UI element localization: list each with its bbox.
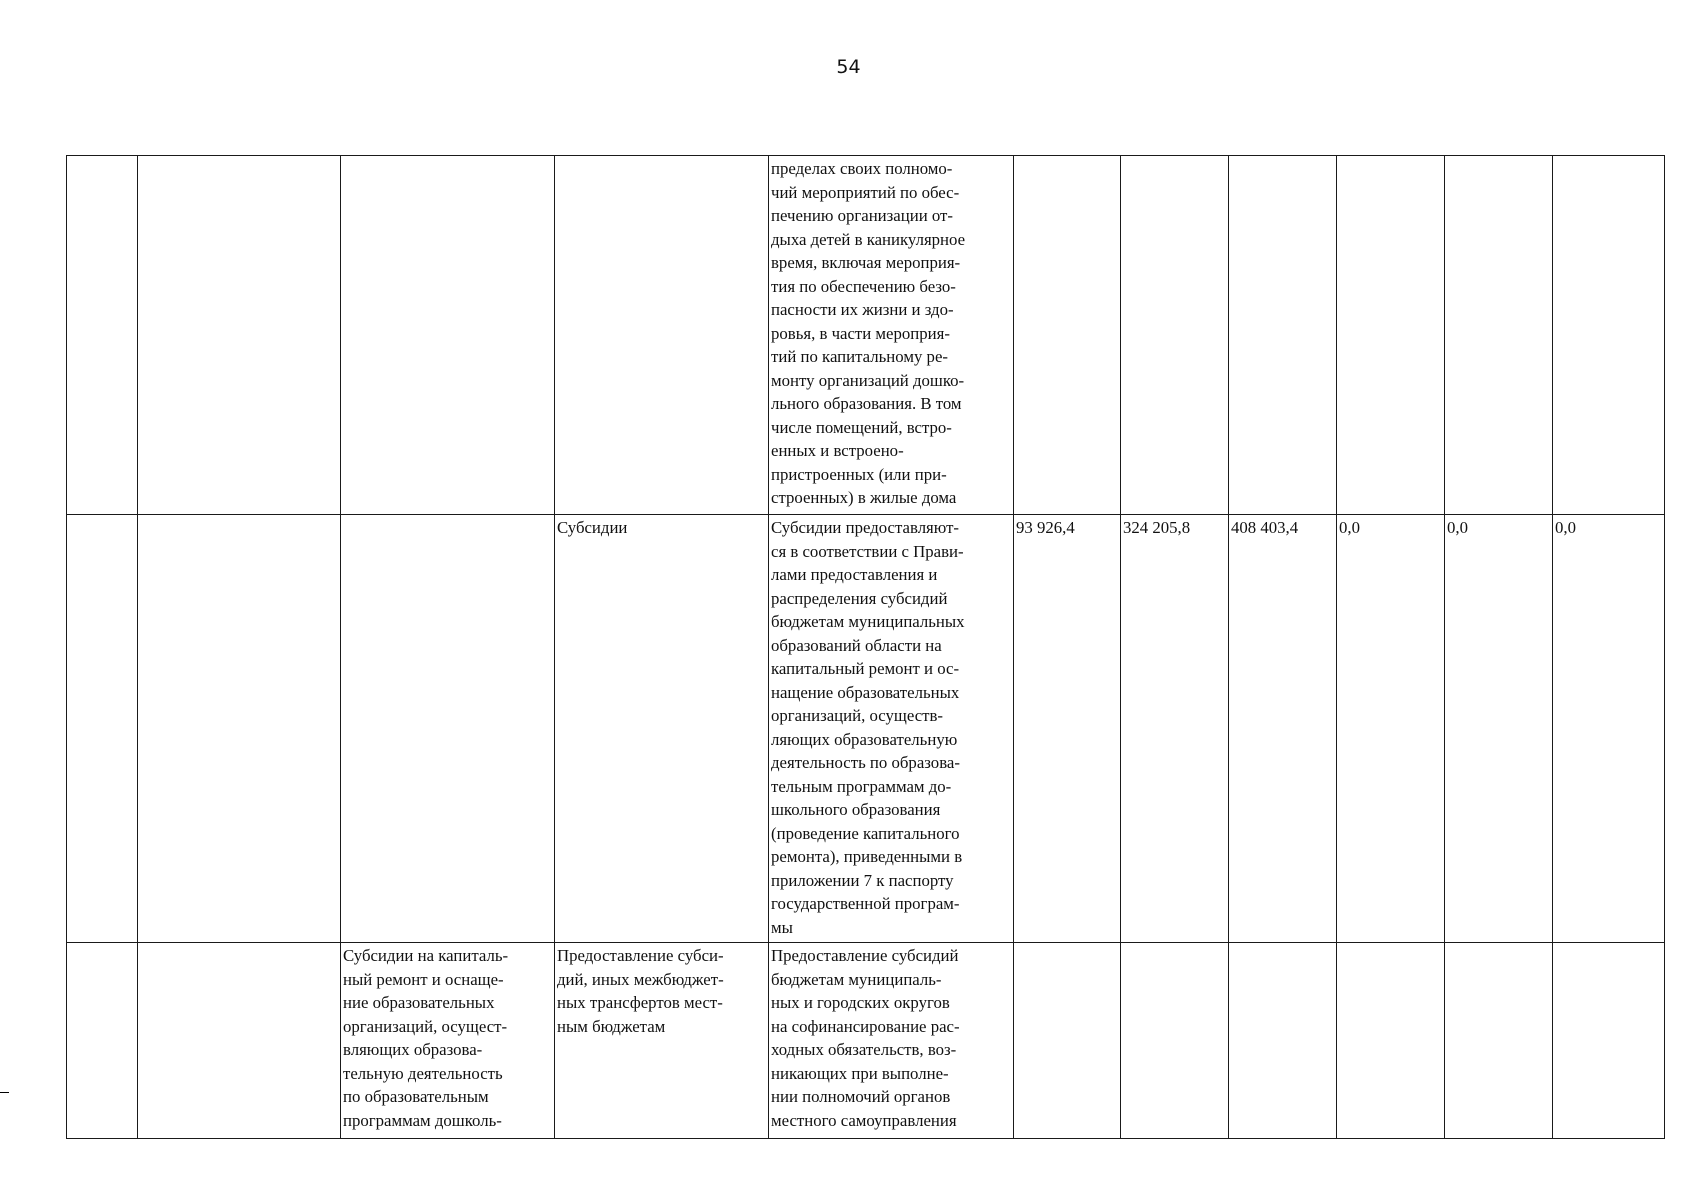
row-number-cell [67, 156, 138, 515]
amount-cell: 0,0 [1553, 515, 1665, 943]
amount-cell [1445, 943, 1553, 1139]
amount-cell: 408 403,4 [1229, 515, 1337, 943]
amount-cell [1014, 943, 1121, 1139]
description-cell: Предоставление субсидий бюджетам муниципаль- ных и городских округов на софинансирование рас- ходных обязательств, воз- никающих при выполне- нии полномочий органов местного самоуправления [769, 943, 1014, 1139]
description-cell: пределах своих полномо- чий мероприятий по обес- печению организации от- дыха детей в каникулярное время, включая мероприя- тия по обеспечению безо- пасности их жизни и здо- ровья, в части мероприя- тий по капитальному ре- монту организаций дошко- льного образования. В том числе помещений, встро- енных и встроено- пристроенных (или при- строенных) в жилые дома [769, 156, 1014, 515]
activity-cell: Субсидии на капиталь- ный ремонт и оснаще- ние образовательных организаций, осущест- вляющих образова- тельную деятельность по образовательным программам дошколь- [341, 943, 555, 1139]
table-row [67, 156, 1665, 515]
amount-cell: 93 926,4 [1014, 515, 1121, 943]
amount-cell [1014, 156, 1121, 515]
program-cell [138, 943, 341, 1139]
amount-cell: 324 205,8 [1121, 515, 1229, 943]
activity-cell [341, 156, 555, 515]
type-cell [555, 156, 769, 515]
row-number-cell [67, 515, 138, 943]
activity-cell [341, 515, 555, 943]
table-row [67, 515, 1665, 943]
page-number: 54 [836, 56, 861, 78]
amount-cell [1121, 943, 1229, 1139]
amount-cell [1229, 943, 1337, 1139]
amount-cell: 0,0 [1337, 515, 1445, 943]
amount-cell [1229, 156, 1337, 515]
margin-mark [0, 1092, 9, 1093]
amount-cell [1337, 156, 1445, 515]
amount-cell: 0,0 [1445, 515, 1553, 943]
description-cell: Субсидии предоставляют- ся в соответствии с Прави- лами предоставления и распределения субсидий бюджетам муниципальных образований области на капитальный ремонт и ос- нащение образовательных организаций, осуществ- ляющих образовательную деятельность по образова- тельным программам до- школьного образования (проведение капитального ремонта), приведенными в приложении 7 к паспорту государственной програм- мы [769, 515, 1014, 943]
amount-cell [1553, 943, 1665, 1139]
amount-cell [1445, 156, 1553, 515]
table-row [67, 943, 1665, 1139]
program-cell [138, 156, 341, 515]
amount-cell [1337, 943, 1445, 1139]
row-number-cell [67, 943, 138, 1139]
program-table [66, 155, 1665, 1139]
type-cell: Субсидии [555, 515, 769, 943]
amount-cell [1121, 156, 1229, 515]
type-cell: Предоставление субси- дий, иных межбюджет- ных трансфертов мест- ным бюджетам [555, 943, 769, 1139]
program-cell [138, 515, 341, 943]
amount-cell [1553, 156, 1665, 515]
